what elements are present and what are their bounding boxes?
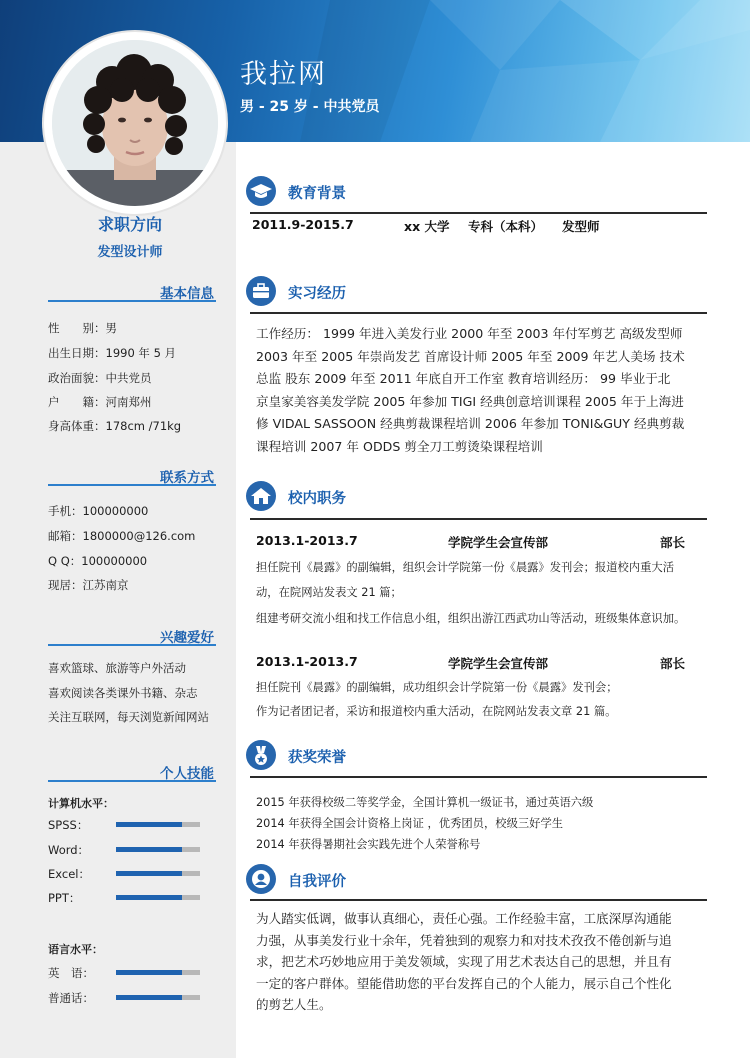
skill-level-bar bbox=[116, 847, 200, 852]
contact-email: 邮箱：1800000@126.com bbox=[48, 529, 196, 543]
skill-level-fill bbox=[116, 871, 182, 876]
campus-role: 部长 bbox=[660, 535, 686, 550]
text-line: 修 VIDAL SASSOON 经典剪裁课程培训 2006 年参加 TONI&GUY 经典剪裁 bbox=[256, 416, 685, 431]
computer-skill-label: 计算机水平： bbox=[48, 797, 114, 810]
section-divider bbox=[250, 776, 707, 778]
contact-title: 联系方式 bbox=[160, 470, 214, 486]
campus-period: 2013.1-2013.7 bbox=[256, 654, 358, 669]
campus-detail-line: 动，在院网站发表文 21 篇； bbox=[256, 586, 402, 599]
skills-heading bbox=[48, 762, 216, 782]
campus-role: 部长 bbox=[660, 656, 686, 671]
campus-detail-line: 作为记者团记者，采访和报道校内重大活动，在院网站发表文章 21 篇。 bbox=[256, 705, 617, 718]
text-line: 一定的客户群体。望能借助您的平台发挥自己的个人能力，展示自己个性化 bbox=[256, 975, 672, 991]
contact-phone: 手机：100000000 bbox=[48, 504, 149, 518]
section-divider bbox=[250, 899, 707, 901]
internship-text bbox=[256, 323, 706, 458]
campus-org: 学院学生会宣传部 bbox=[448, 656, 549, 671]
skill-level-fill bbox=[116, 995, 182, 1000]
basic-info-row: 性 别：男 bbox=[48, 321, 117, 335]
skill-level-bar bbox=[116, 995, 200, 1000]
job-objective-value: 发型设计师 bbox=[97, 245, 163, 260]
campus-org: 学院学生会宣传部 bbox=[448, 535, 549, 550]
education-degree: 专科（本科） bbox=[468, 219, 544, 234]
job-objective-label: 求职方向 bbox=[97, 215, 162, 234]
internship-title: 实习经历 bbox=[288, 286, 346, 302]
awards-title: 获奖荣誉 bbox=[288, 750, 346, 766]
skills-title: 个人技能 bbox=[160, 766, 214, 782]
award-line: 2014 年获得全国会计资格上岗证 ，优秀团员，校级三好学生 bbox=[256, 817, 564, 830]
section-divider bbox=[250, 518, 707, 520]
text-line: 力强，从事美发行业十余年，凭着独到的观察力和对技术孜孜不倦创新与追 bbox=[256, 932, 672, 948]
text-line: 课程培训 2007 年 ODDS 剪全刀工剪烫染课程培训 bbox=[256, 438, 543, 454]
text-line: 总监 股东 2009 年至 2011 年底自开工作室 教育培训经历： 99 毕业于北 bbox=[256, 371, 671, 386]
text-line: 的剪艺人生。 bbox=[256, 997, 332, 1012]
text-line: 2003 年至 2005 年崇尚发艺 首席设计师 2005 年至 2009 年艺人美场 技术 bbox=[256, 348, 685, 364]
skill-level-fill bbox=[116, 822, 182, 827]
skill-level-fill bbox=[116, 895, 182, 900]
campus-period: 2013.1-2013.7 bbox=[256, 533, 358, 548]
education-school: xx 大学 bbox=[404, 219, 450, 234]
hobby-item: 喜欢阅读各类课外书籍、杂志 bbox=[48, 686, 198, 700]
education-title: 教育背景 bbox=[288, 186, 346, 202]
hobbies-heading bbox=[48, 626, 216, 646]
skill-level-fill bbox=[116, 970, 182, 975]
section-divider bbox=[250, 312, 707, 314]
campus-detail-line: 组建考研交流小组和找工作信息小组，组织出游江西武功山等活动，班级集体意识加。 bbox=[256, 612, 686, 625]
text-line: 京皇家美容美发学院 2005 年参加 TIGI 经典创意培训课程 2005 年于上海进 bbox=[256, 393, 684, 409]
award-line: 2015 年获得校级二等奖学金，全国计算机一级证书，通过英语六级 bbox=[256, 796, 594, 809]
skill-level-bar bbox=[116, 871, 200, 876]
section-divider bbox=[250, 212, 707, 214]
skill-level-bar bbox=[116, 970, 200, 975]
portrait-illustration bbox=[52, 40, 218, 206]
medal-icon bbox=[246, 740, 276, 770]
graduation-cap-icon bbox=[246, 176, 276, 206]
skill-name: Excel： bbox=[48, 867, 90, 881]
campus-detail-line: 担任院刊《晨露》的副编辑，组织会计学院第一份《晨露》发刊会；报道校内重大活 bbox=[256, 561, 674, 574]
education-major: 发型师 bbox=[562, 219, 600, 234]
text-line: 为人踏实低调，做事认真细心，责任心强。工作经验丰富，工底深厚沟通能 bbox=[256, 911, 672, 926]
basic-info-heading bbox=[48, 282, 216, 302]
education-row bbox=[252, 217, 600, 234]
left-sidebar bbox=[0, 142, 236, 1058]
language-skill-label: 语言水平： bbox=[48, 943, 103, 956]
campus-title: 校内职务 bbox=[288, 491, 346, 507]
basic-info-row: 身高体重：178cm /71kg bbox=[48, 419, 182, 433]
hobby-item: 喜欢篮球、旅游等户外活动 bbox=[48, 661, 186, 675]
text-line: 求，把艺术巧妙地应用于美发领域，实现了用艺术表达自己的思想，并且有 bbox=[256, 954, 672, 969]
skill-name: Word： bbox=[48, 843, 90, 857]
house-icon bbox=[246, 481, 276, 511]
basic-info-row: 政治面貌：中共党员 bbox=[48, 371, 152, 385]
basic-info-row: 户 籍：河南郑州 bbox=[48, 395, 152, 409]
skill-name: 英 语： bbox=[48, 966, 94, 980]
contact-residence: 现居：江苏南京 bbox=[48, 578, 129, 592]
person-icon bbox=[246, 864, 276, 894]
skill-level-fill bbox=[116, 847, 182, 852]
campus-detail-line: 担任院刊《晨露》的副编辑，成功组织会计学院第一份《晨露》发刊会； bbox=[256, 681, 618, 694]
hobby-item: 关注互联网，每天浏览新闻网站 bbox=[48, 710, 209, 724]
skill-level-bar bbox=[116, 895, 200, 900]
skill-name: 普通话： bbox=[48, 991, 94, 1005]
self-eval-text bbox=[256, 908, 706, 1016]
basic-info-title: 基本信息 bbox=[160, 286, 214, 302]
skill-name: PPT： bbox=[48, 891, 81, 905]
text-line: 工作经历： 1999 年进入美发行业 2000 年至 2003 年付军剪艺 高级发型师 bbox=[256, 326, 683, 341]
candidate-basic-info: 男 - 25 岁 - 中共党员 bbox=[240, 99, 380, 115]
education-period: 2011.9-2015.7 bbox=[252, 217, 354, 232]
self-eval-title: 自我评价 bbox=[288, 874, 346, 890]
candidate-name: 我拉网 bbox=[240, 59, 327, 90]
contact-qq: Q Q：100000000 bbox=[48, 554, 148, 568]
award-line: 2014 年获得暑期社会实践先进个人荣誉称号 bbox=[256, 838, 481, 851]
avatar bbox=[52, 40, 218, 206]
hobbies-title: 兴趣爱好 bbox=[160, 630, 214, 646]
briefcase-icon bbox=[246, 276, 276, 306]
skill-name: SPSS： bbox=[48, 818, 89, 832]
skill-level-bar bbox=[116, 822, 200, 827]
contact-heading bbox=[48, 466, 216, 486]
basic-info-row: 出生日期：1990 年 5 月 bbox=[48, 346, 177, 360]
